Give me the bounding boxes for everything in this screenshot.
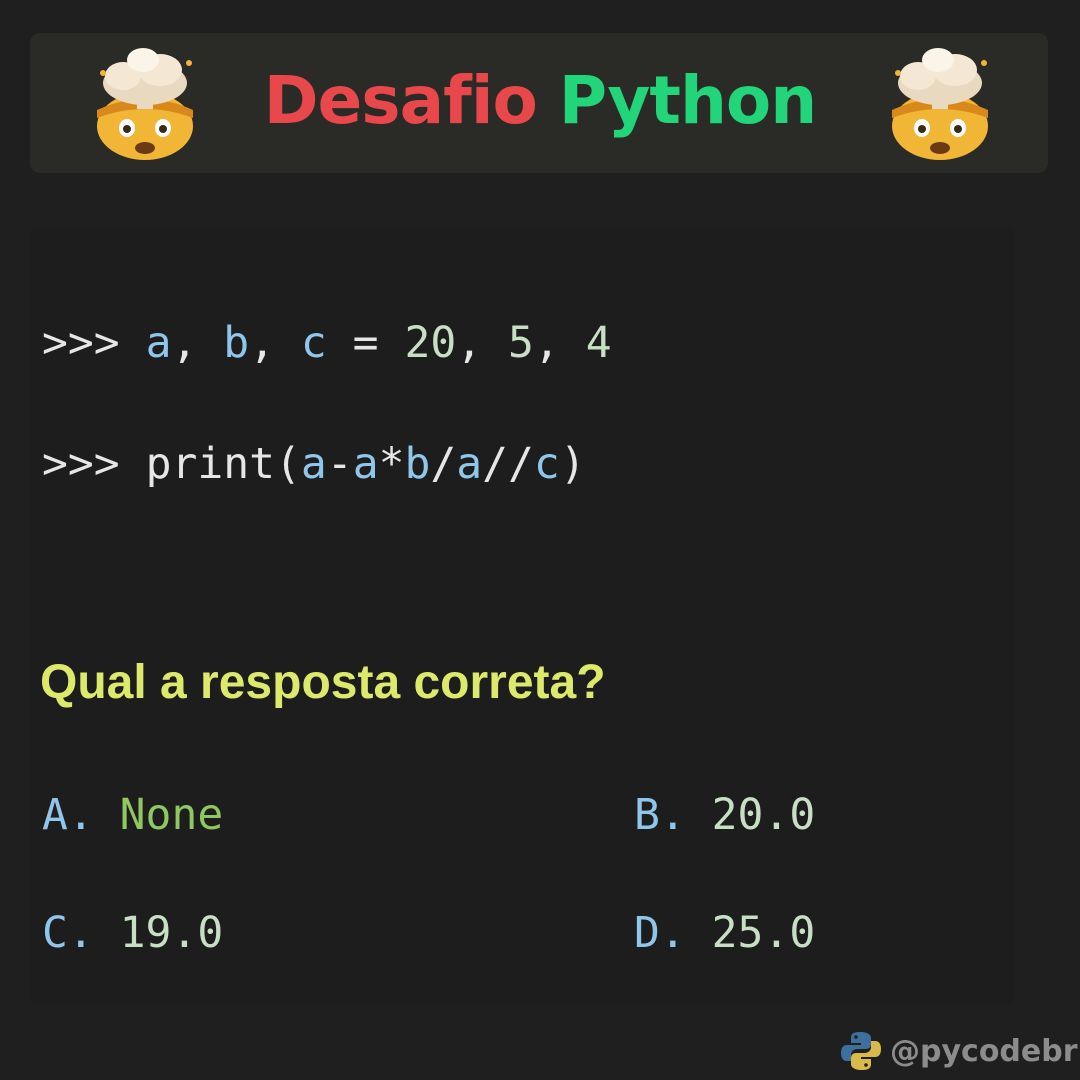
- value-a: 20: [404, 318, 457, 368]
- option-c[interactable]: C. 19.0: [42, 908, 224, 958]
- option-letter: C: [42, 908, 68, 958]
- code-line-print: >>> print(a-a*b/a//c): [42, 439, 586, 489]
- var-c: c: [300, 318, 327, 368]
- var-b: b: [223, 318, 250, 368]
- option-letter: B: [634, 790, 660, 840]
- repl-prompt: >>>: [42, 439, 120, 489]
- print-function: print: [145, 439, 276, 489]
- value-c: 4: [585, 318, 612, 368]
- value-b: 5: [508, 318, 534, 368]
- expr-part: *: [378, 439, 405, 489]
- brand-handle: @pycodebr: [890, 1033, 1078, 1069]
- option-value: 25.0: [711, 908, 816, 958]
- question-text: Qual a resposta correta?: [40, 656, 606, 709]
- option-b[interactable]: B. 20.0: [634, 790, 816, 840]
- code-line-assignment: >>> a, b, c = 20, 5, 4: [42, 318, 612, 368]
- expr-part: a: [352, 439, 379, 489]
- option-a[interactable]: A. None: [42, 790, 224, 840]
- page-title: [0, 56, 1080, 146]
- option-value: 20.0: [711, 790, 816, 840]
- option-value: 19.0: [119, 908, 224, 958]
- expr-part: c: [533, 439, 560, 489]
- expr-part: b: [404, 439, 431, 489]
- title-word-desafio: Desafio: [263, 62, 537, 139]
- repl-prompt: >>>: [42, 318, 120, 368]
- option-value: None: [119, 790, 224, 840]
- expr-part: /: [430, 439, 457, 489]
- title-word-python: Python: [558, 62, 817, 139]
- expr-part: -: [326, 439, 353, 489]
- option-letter: D: [634, 908, 660, 958]
- expr-part: a: [300, 439, 327, 489]
- python-logo-icon: [840, 1030, 882, 1072]
- expr-part: //: [482, 439, 534, 489]
- var-a: a: [145, 318, 172, 368]
- option-d[interactable]: D. 25.0: [634, 908, 816, 958]
- brand-watermark: [840, 1028, 1078, 1074]
- option-letter: A: [42, 790, 68, 840]
- expr-part: a: [456, 439, 483, 489]
